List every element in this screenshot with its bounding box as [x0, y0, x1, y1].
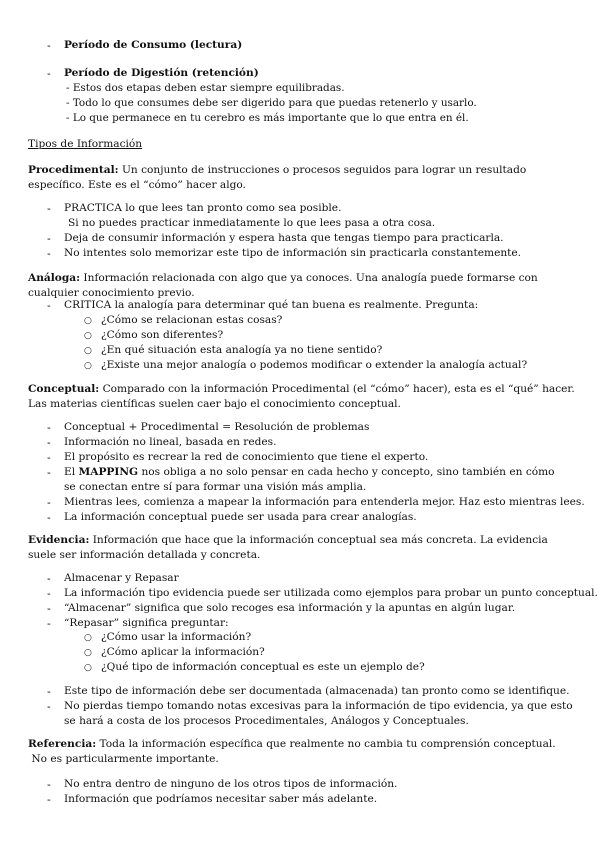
dash-marker: - [47, 436, 51, 449]
evidencia-bullet: Este tipo de información debe ser documentada (almacenada) tan pronto como se identifique. [64, 685, 570, 697]
dash-marker: - [47, 602, 51, 615]
analoga-definition: Información relacionada con algo que ya conoces. Una analogía puede formarse con cualquier conocimiento previo. [28, 272, 538, 299]
dash-marker: - [47, 700, 51, 713]
circle-bullet-icon: ○ [84, 316, 92, 326]
evidencia-question: ¿Qué tipo de información conceptual es este un ejemplo de? [101, 661, 425, 673]
evidencia-bullet: “Repasar” significa preguntar: [64, 617, 229, 629]
digestion-note: - Estos dos etapas deben estar siempre equilibradas. [66, 82, 345, 94]
evidencia-bullet: “Almacenar” significa que solo recoges esa información y la apuntas en algún lugar. [64, 602, 516, 614]
dash-marker: - [47, 451, 51, 464]
procedimental-term: Procedimental: [28, 164, 119, 176]
analoga-term: Análoga: [28, 272, 81, 284]
referencia-line [28, 738, 556, 750]
evidencia-bullet: No pierdas tiempo tomando notas excesivas para la información de tipo evidencia, ya que esto se hará a costa de los procesos Procedimentales, Análogos y Conceptuales. [64, 700, 573, 727]
circle-bullet-icon: ○ [84, 361, 92, 371]
analoga-question: ¿Cómo son diferentes? [101, 329, 224, 341]
evidencia-bullet: Almacenar y Repasar [64, 572, 179, 584]
procedimental-bullet-continuation: Si no puedes practicar inmediatamente lo que lees pasa a otra cosa. [68, 217, 436, 229]
referencia-definition: Toda la información específica que realmente no cambia tu comprensión conceptual. [96, 738, 556, 750]
circle-bullet-icon: ○ [84, 648, 92, 658]
conceptual-mapping-bullet [64, 465, 564, 495]
conceptual-definition: Comparado con la información Procedimental (el “cómo” hacer), esta es el “qué” hacer. Las materias científicas suelen caer bajo el conocimiento conceptual. [28, 383, 575, 410]
conceptual-paragraph [28, 382, 578, 412]
dash-marker: - [47, 247, 51, 260]
procedimental-bullet: Deja de consumir información y espera hasta que tengas tiempo para practicarla. [64, 232, 504, 244]
mapping-word: MAPPING [78, 466, 139, 478]
analoga-question: ¿En qué situación esta analogía ya no tiene sentido? [101, 344, 383, 356]
dash-marker: - [47, 572, 51, 585]
procedimental-bullet: No intentes solo memorizar este tipo de información sin practicarla constantemente. [64, 247, 522, 259]
digestion-period: Período de Digestión (retención) [64, 67, 259, 79]
dash-marker: - [47, 496, 51, 509]
analoga-question: ¿Existe una mejor analogía o podemos modificar o extender la analogía actual? [101, 359, 528, 371]
evidencia-term: Evidencia: [28, 534, 90, 546]
dash-marker: - [47, 793, 51, 806]
evidencia-question: ¿Cómo aplicar la información? [101, 646, 265, 658]
procedimental-definition: Un conjunto de instrucciones o procesos seguidos para lograr un resultado específico. Este es el “cómo” hacer algo. [28, 164, 527, 191]
circle-bullet-icon: ○ [84, 331, 92, 341]
dash-marker: - [47, 511, 51, 524]
referencia-note: No es particularmente importante. [28, 753, 219, 765]
dash-marker: - [47, 685, 51, 698]
dash-marker: - [47, 587, 51, 600]
circle-bullet-icon: ○ [84, 663, 92, 673]
conceptual-bullet: Conceptual + Procedimental = Resolución de problemas [64, 421, 370, 433]
procedimental-bullet: PRACTICA lo que lees tan pronto como sea posible. [64, 202, 342, 214]
mapping-suffix: nos obliga a no solo pensar en cada hecho y concepto, sino también en cómo se conectan entre sí para formar una visión más amplia. [64, 466, 555, 493]
dash-marker: - [47, 232, 51, 245]
dash-marker: - [47, 617, 51, 630]
referencia-bullet: No entra dentro de ninguno de los otros tipos de información. [64, 778, 398, 790]
evidencia-question: ¿Cómo usar la información? [101, 631, 252, 643]
procedimental-paragraph [28, 163, 578, 193]
dash-marker: - [47, 421, 51, 434]
section-heading: Tipos de Información [28, 138, 143, 150]
referencia-bullet: Información que podríamos necesitar saber más adelante. [64, 793, 378, 805]
conceptual-bullet: La información conceptual puede ser usada para crear analogías. [64, 511, 417, 523]
referencia-term: Referencia: [28, 738, 97, 750]
digestion-note: - Todo lo que consumes debe ser digerido para que puedas retenerlo y usarlo. [66, 97, 477, 109]
dash-marker: - [47, 466, 51, 479]
evidencia-bullet: La información tipo evidencia puede ser utilizada como ejemplos para probar un punto conceptual. [64, 587, 598, 599]
evidencia-paragraph [28, 533, 578, 563]
dash-marker: - [47, 202, 51, 215]
evidencia-definition: Información que hace que la información conceptual sea más concreta. La evidencia suele ser información detallada y concreta. [28, 534, 548, 561]
conceptual-bullet: El propósito es recrear la red de conocimiento que tiene el experto. [64, 451, 429, 463]
dash-marker: - [47, 778, 51, 791]
dash-marker: - [47, 39, 51, 52]
dash-marker: - [47, 299, 51, 312]
analoga-paragraph [28, 271, 578, 301]
digestion-note: - Lo que permanece en tu cerebro es más importante que lo que entra en él. [66, 112, 469, 124]
circle-bullet-icon: ○ [84, 633, 92, 643]
consumo-period: Período de Consumo (lectura) [64, 39, 243, 51]
circle-bullet-icon: ○ [84, 346, 92, 356]
mapping-prefix: El [64, 466, 79, 478]
dash-marker: - [47, 67, 51, 80]
analoga-bullet: CRITICA la analogía para determinar qué tan buena es realmente. Pregunta: [64, 299, 479, 311]
conceptual-bullet: Mientras lees, comienza a mapear la información para entenderla mejor. Haz esto mientras lees. [64, 496, 585, 508]
conceptual-term: Conceptual: [28, 383, 100, 395]
conceptual-bullet: Información no lineal, basada en redes. [64, 436, 277, 448]
analoga-question: ¿Cómo se relacionan estas cosas? [101, 314, 283, 326]
